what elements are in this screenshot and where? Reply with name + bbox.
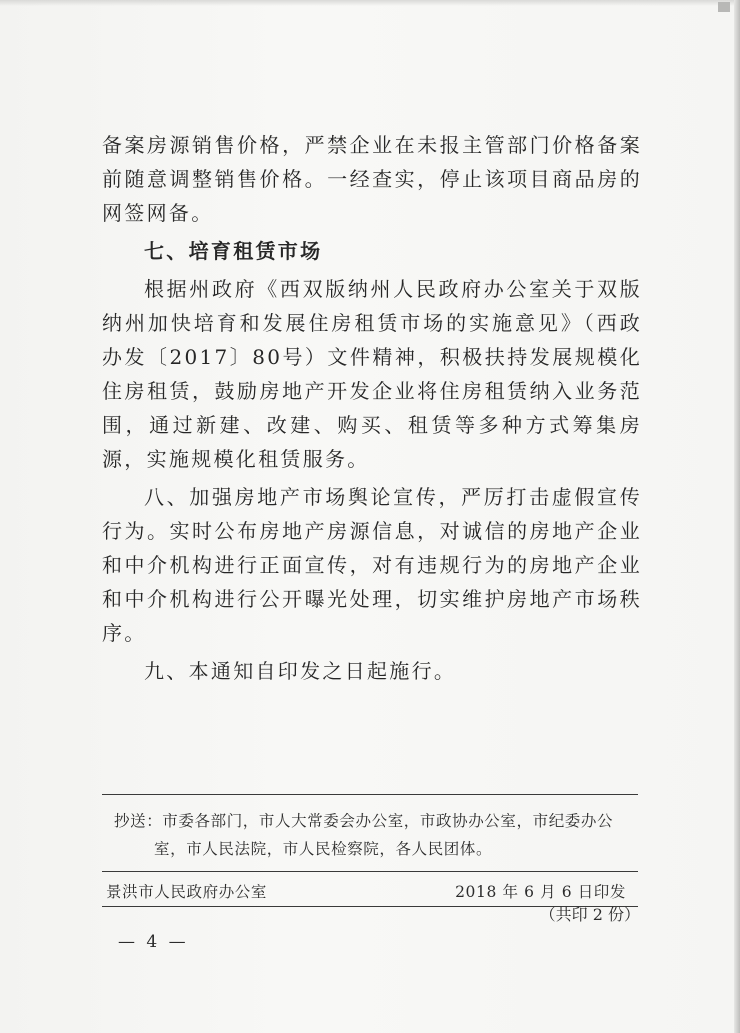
section-heading-7: 七、培育租赁市场 [144,239,323,263]
page-number: — 4 — [118,932,189,952]
paragraph-section-8: 八、加强房地产市场舆论宣传，严厉打击虚假宣传行为。实时公布房地产房源信息，对诚信的房地产企业和中介机构进行正面宣传，对有违规行为的房地产企业和中介机构进行公开曝光处理，切实维护房地产市场秩序。 [102,485,642,645]
paragraph-section-9: 九、本通知自印发之日起施行。 [144,659,457,683]
scan-top-edge [0,0,740,6]
scan-corner-mark [718,2,730,12]
paragraph-continuation: 备案房源销售价格，严禁企业在未报主管部门价格备案前随意调整销售价格。一经查实，停止该项目商品房的网签网备。 [102,133,642,225]
issuer-row [102,872,638,906]
issuer-name: 景洪市人民政府办公室 [106,883,268,901]
distribution-footer [102,794,638,907]
cc-list [102,795,638,871]
issue-date: 2018 年 6 月 6 日印发 [455,883,626,901]
copies-count: （共印 2 份） [539,905,640,924]
scan-right-edge [734,0,740,1033]
cc-line-2: 室，市人民法院，市人民检察院，各人民团体。 [154,840,493,858]
body-text [102,128,642,688]
cc-line-1: 抄送：市委各部门，市人大常委会办公室，市政协办公室，市纪委办公 [114,812,614,830]
paragraph-rental-market: 根据州政府《西双版纳州人民政府办公室关于双版纳州加快培育和发展住房租赁市场的实施意见》（西政办发〔2017〕80号）文件精神，积极扶持发展规模化住房租赁，鼓励房地产开发企业将住房租赁纳入业务范围，通过新建、改建、购买、租赁等多种方式筹集房源，实施规模化租赁服务。 [102,277,642,471]
